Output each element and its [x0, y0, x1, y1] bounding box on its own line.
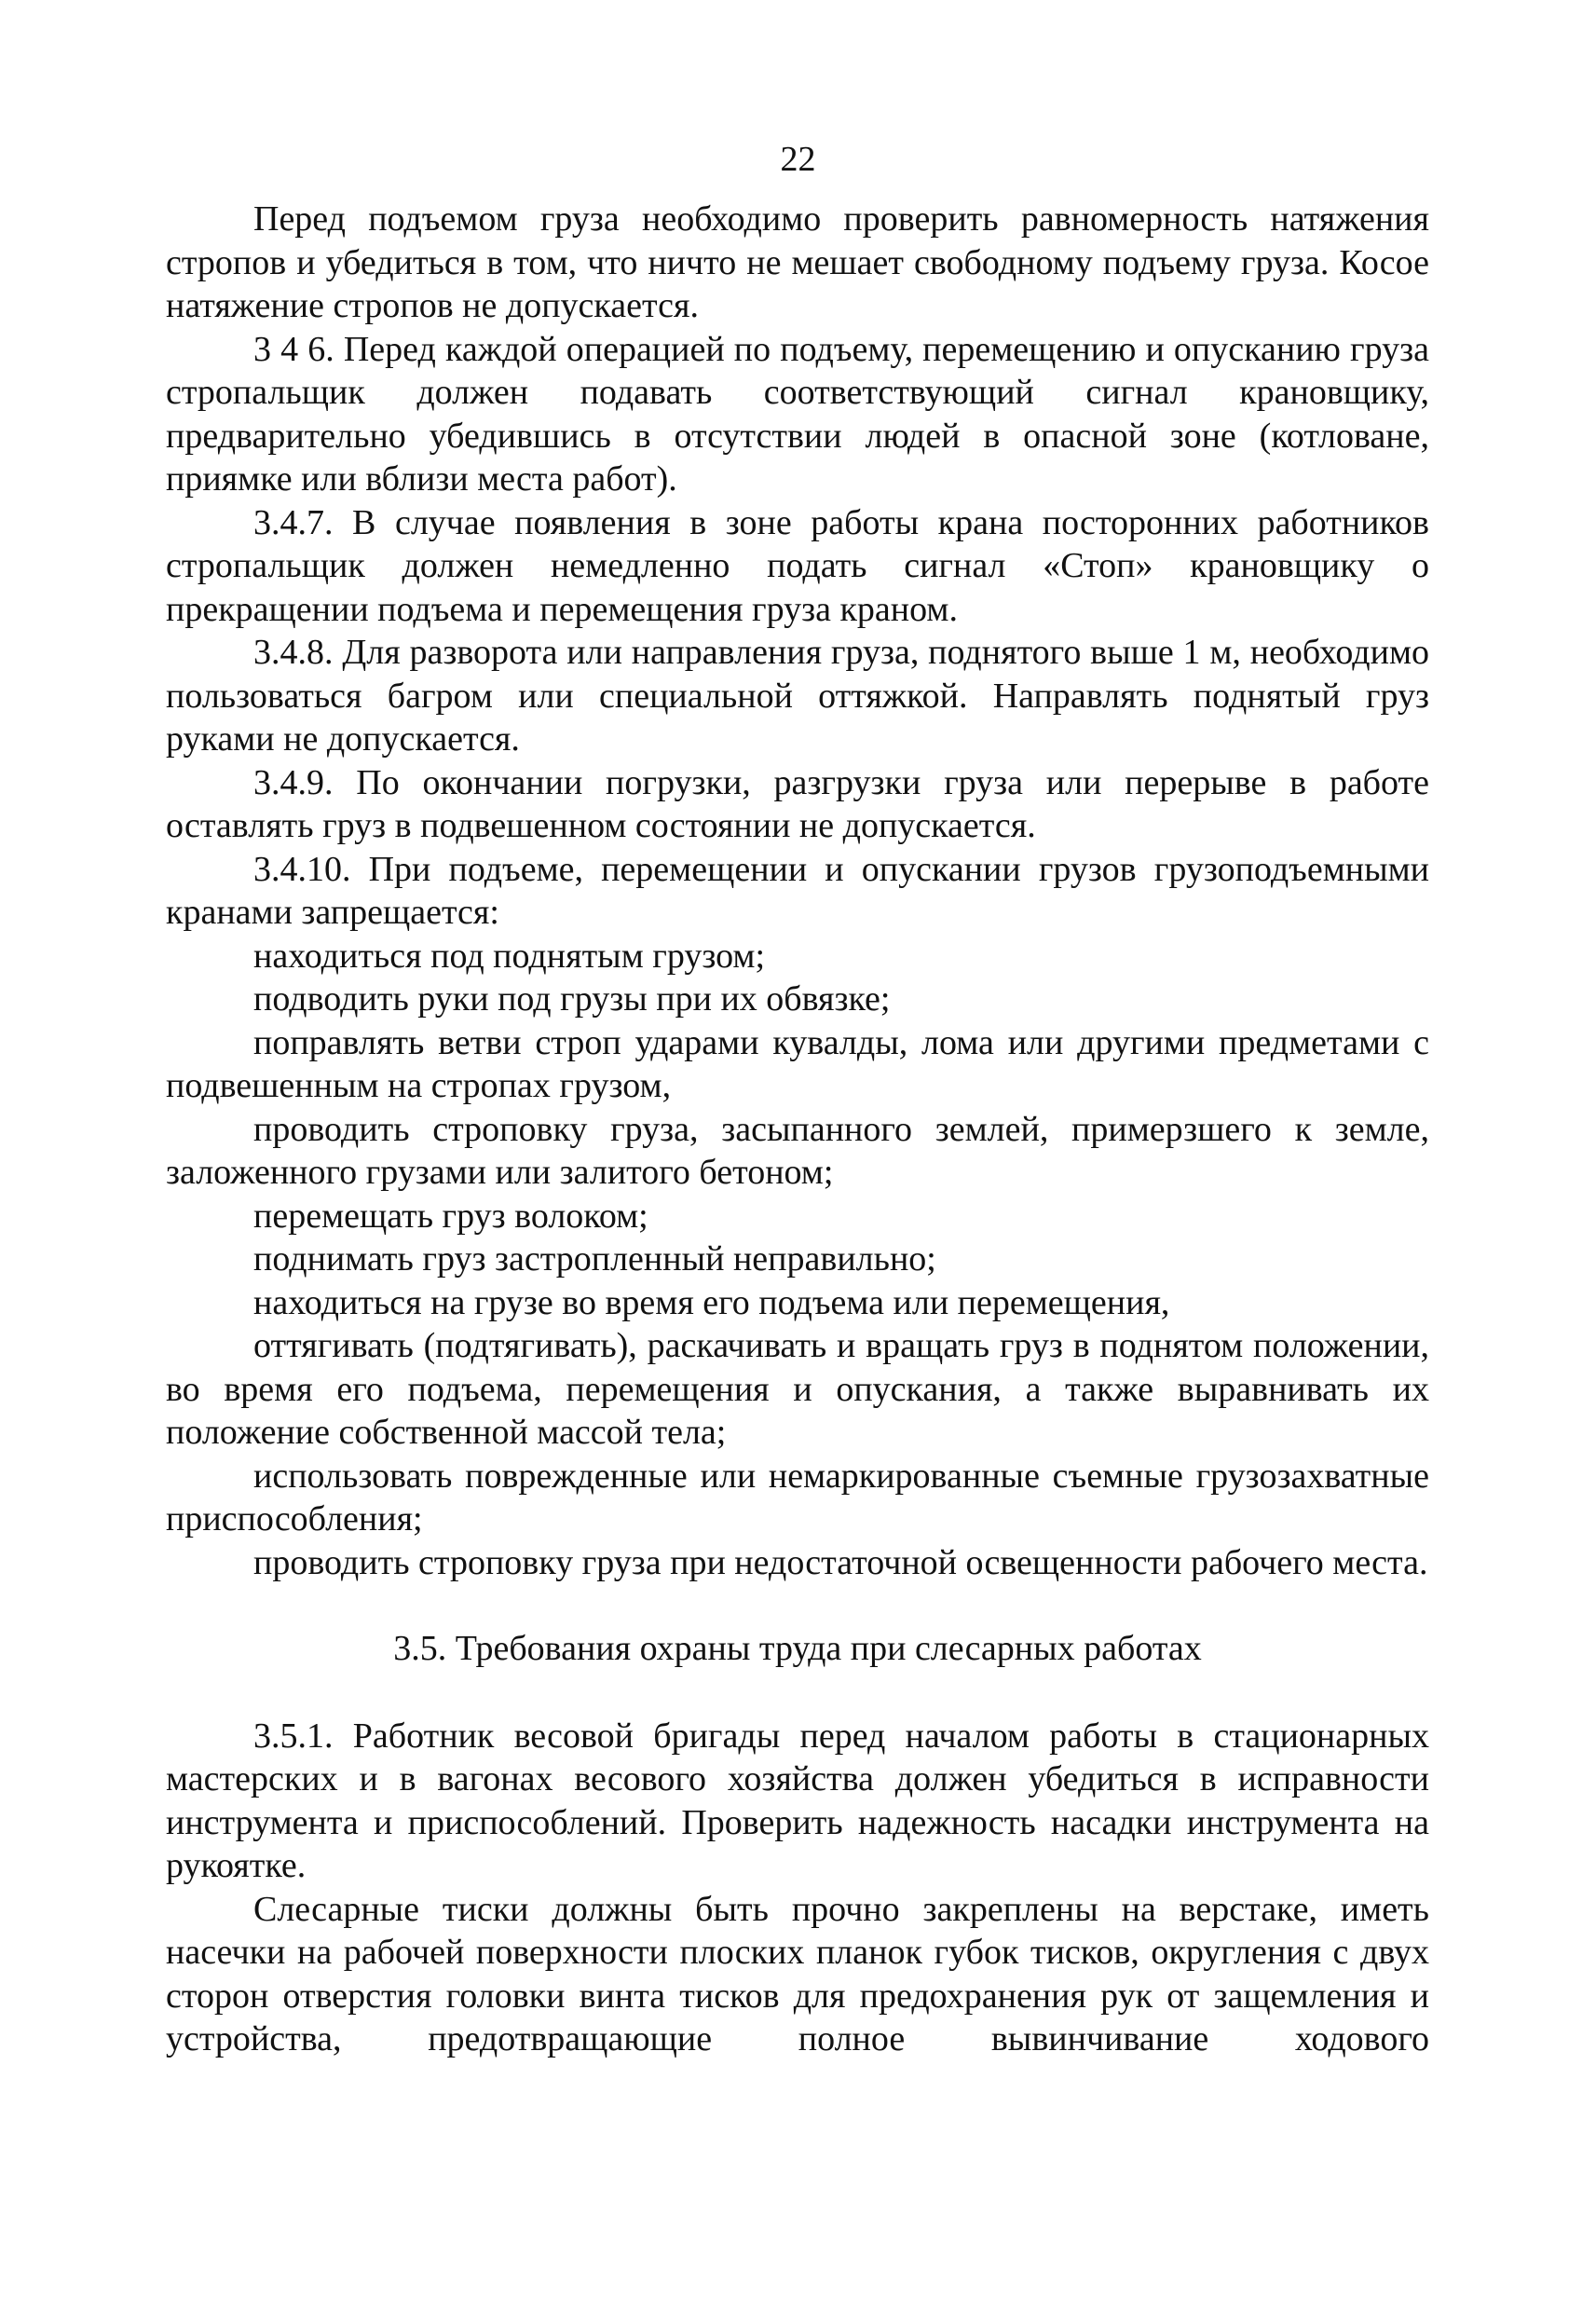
paragraph: 3.4.7. В случае появления в зоне работы крана посторонних работников стропальщик должен немедленно подать сигнал «Стоп» крановщику о прекращении подъема и перемещения груза краном. [166, 502, 1429, 629]
document-body [166, 198, 1429, 2061]
paragraph: 3.5.1. Работник весовой бригады перед началом работы в стационарных мастерских и в вагонах весового хозяйства должен убедиться в исправности инструмента и приспособлений. Проверить надежность насадки инструмента на рукоятке. [166, 1716, 1429, 1885]
list-item: находиться на грузе во время его подъема или перемещения, [253, 1282, 1170, 1322]
paragraph: 3.4.10. При подъеме, перемещении и опускании грузов грузоподъемными кранами запрещается: [166, 849, 1429, 932]
paragraph: 3 4 6. Перед каждой операцией по подъему, перемещению и опусканию груза стропальщик должен подавать соответствующий сигнал крановщику, предварительно убедившись в отсутствии людей в опасной зоне (котловане, приямке или вблизи места работ). [166, 329, 1429, 499]
list-item: проводить строповку груза, засыпанного землей, примерзшего к земле, заложенного грузами или залитого бетоном; [166, 1109, 1429, 1192]
list-item: перемещать груз волоком; [253, 1196, 648, 1236]
paragraph: 3.4.8. Для разворота или направления груза, поднятого выше 1 м, необходимо пользоваться багром или специальной оттяжкой. Направлять поднятый груз руками не допускается. [166, 633, 1429, 759]
page-number: 22 [780, 140, 816, 179]
list-item: оттягивать (подтягивать), раскачивать и вращать груз в поднятом положении, во время его подъема, перемещения и опускания, а также выравнивать их положение собственной массой тела; [166, 1326, 1429, 1452]
paragraph: 3.4.9. По окончании погрузки, разгрузки груза или перерыве в работе оставлять груз в подвешенном состоянии не допускается. [166, 762, 1429, 845]
list-item: использовать поврежденные или немаркированные съемные грузозахватные приспособления; [166, 1456, 1429, 1538]
paragraph: Слесарные тиски должны быть прочно закреплены на верстаке, иметь насечки на рабочей поверхности плоских планок губок тисков, округления с двух сторон отверстия головки винта тисков для предохранения рук от защемления и устройства, предотвращающие полное вывинчивание ходового [166, 1889, 1429, 2058]
paragraph: Перед подъемом груза необходимо проверить равномерность натяжения стропов и убедиться в том, что ничто не мешает свободному подъему груза. Косое натяжение стропов не допускается. [166, 199, 1429, 325]
section-heading: 3.5. Требования охраны труда при слесарных работах [393, 1629, 1202, 1668]
list-item: подводить руки под грузы при их обвязке; [253, 979, 891, 1019]
list-item: находиться под поднятым грузом; [253, 936, 766, 976]
list-item: проводить строповку груза при недостаточной освещенности рабочего места. [253, 1542, 1428, 1582]
list-item: поднимать груз застропленный неправильно; [253, 1239, 936, 1279]
list-item: поправлять ветви строп ударами кувалды, лома или другими предметами с подвешенным на стропах грузом, [166, 1022, 1429, 1105]
